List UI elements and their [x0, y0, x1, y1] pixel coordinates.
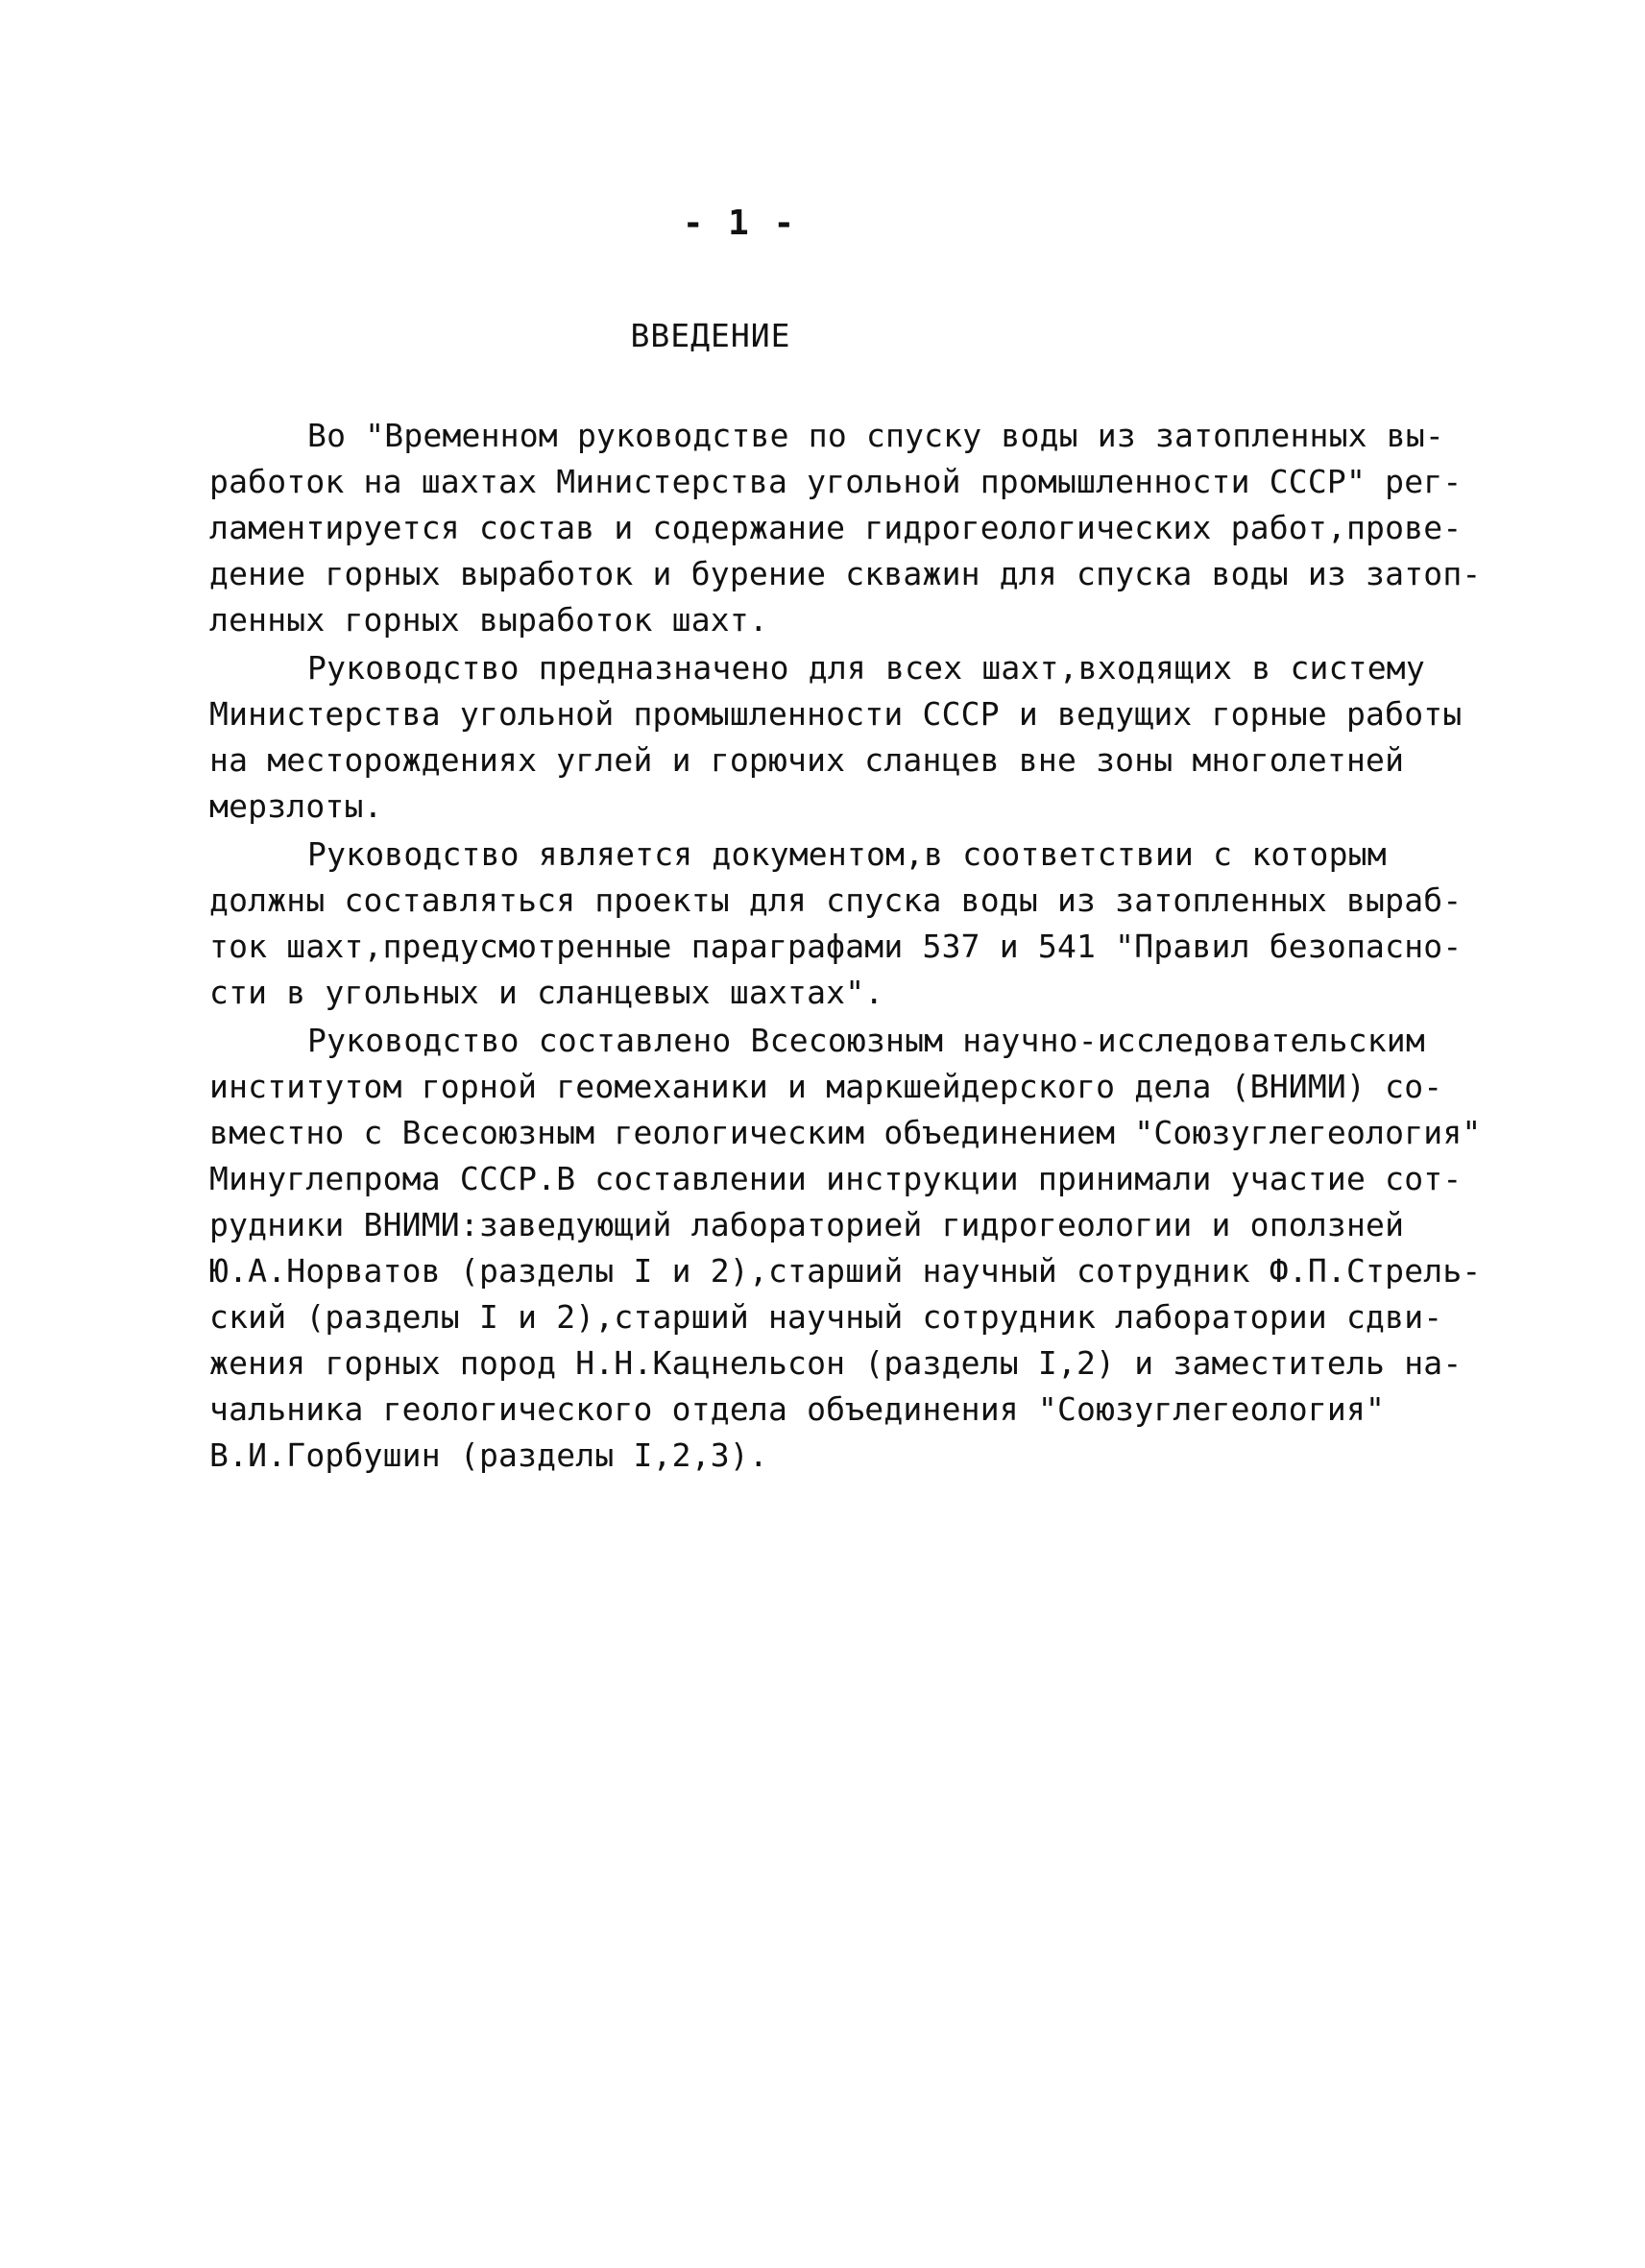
text-line: Во "Временном руководстве по спуску воды из затопленных вы- [307, 417, 1444, 454]
text-line: Минуглепрома СССР.В составлении инструкции принимали участие сот- [209, 1160, 1463, 1197]
text-line: институтом горной геомеханики и маркшейдерского дела (ВНИМИ) со- [209, 1068, 1443, 1105]
text-line: ский (разделы I и 2),старший научный сотрудник лаборатории сдви- [209, 1298, 1443, 1336]
section-heading: ВВЕДЕНИЕ [630, 317, 791, 354]
text-line: Руководство предназначено для всех шахт,входящих в систему [307, 649, 1425, 687]
page-number: - 1 - [682, 204, 797, 243]
text-line: чальника геологического отдела объединения "Союзуглегеология" [209, 1390, 1386, 1428]
text-line: Министерства угольной промышленности СССР и ведущих горные работы [209, 695, 1463, 733]
text-line: Ю.А.Норватов (разделы I и 2),старший научный сотрудник Ф.П.Стрель- [209, 1252, 1482, 1290]
text-line: работок на шахтах Министерства угольной промышленности СССР" рег- [209, 463, 1463, 500]
text-line: рудники ВНИМИ:заведующий лабораторией гидрогеологии и оползней [209, 1206, 1405, 1243]
text-line: жения горных пород Н.Н.Кацнельсон (разделы I,2) и заместитель на- [209, 1344, 1463, 1382]
text-line: должны составляться проекты для спуска воды из затопленных выраб- [209, 881, 1463, 919]
text-line: вместно с Всесоюзным геологическим объединением "Союзуглегеология" [209, 1114, 1482, 1151]
text-line: В.И.Горбушин (разделы I,2,3). [209, 1436, 768, 1474]
text-line: ленных горных выработок шахт. [209, 601, 768, 639]
text-line: Руководство является документом,в соответствии с которым [307, 835, 1387, 873]
text-line: сти в угольных и сланцевых шахтах". [209, 974, 884, 1011]
text-line: ток шахт,предусмотренные параграфами 537 и 541 "Правил безопасно- [209, 928, 1463, 965]
text-line: ламентируется состав и содержание гидрогеологических работ,прове- [209, 509, 1463, 546]
text-line: мерзлоты. [209, 787, 383, 825]
text-line: дение горных выработок и бурение скважин для спуска воды из затоп- [209, 555, 1482, 592]
text-line: на месторождениях углей и горючих сланцев вне зоны многолетней [209, 741, 1405, 779]
text-line: Руководство составлено Всесоюзным научно-исследовательским [307, 1022, 1425, 1059]
